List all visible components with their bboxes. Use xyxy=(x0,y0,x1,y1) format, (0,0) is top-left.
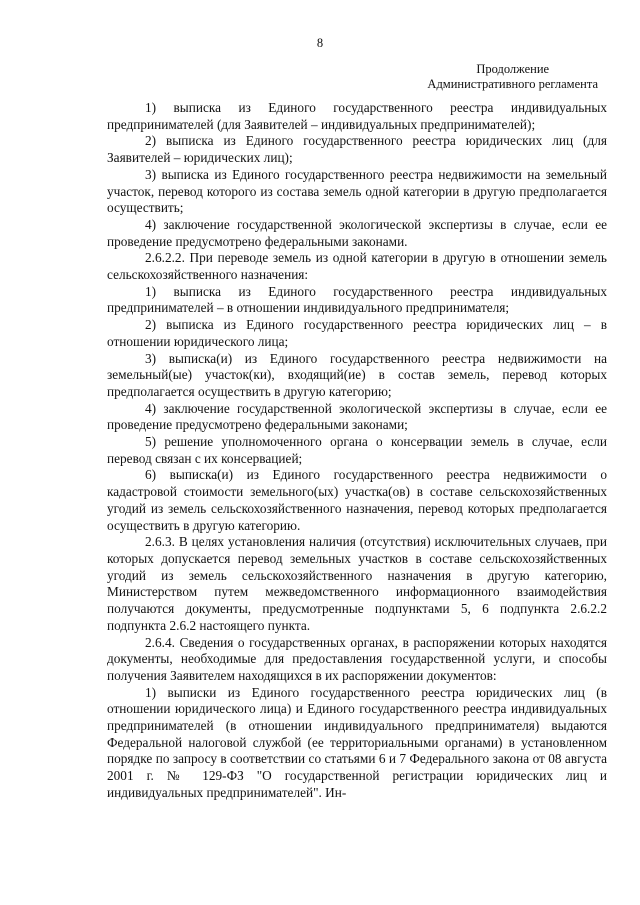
list-item-conservation-decision: 5) решение уполномоченного органа о консервации земель в случае, если перевод связан с их консервацией; xyxy=(107,434,607,466)
clause-2-6-3: 2.6.3. В целях установления наличия (отсутствия) исключительных случаев, при которых допускается перевод земельных участков в составе сельскохозяйственных угодий из земель сельскохозяйственного назначения в другую категорию, Министерством путем межведомственного информационного взаимодействия получаются документы, предусмотренные подпунктами 5, 6 подпункта 2.6.2.2 подпункта 2.6.2 настоящего пункта. xyxy=(107,534,607,633)
running-head xyxy=(427,62,598,92)
list-item-legal-entity-extract: 2) выписка из Единого государственного реестра юридических лиц (для Заявителей – юридических лиц); xyxy=(107,133,607,166)
running-head-line-1: Продолжение xyxy=(476,62,550,76)
document-body xyxy=(107,100,607,802)
clause-2-6-2-2: 2.6.2.2. При переводе земель из одной категории в другую в отношении земель сельскохозяйственного назначения: xyxy=(107,250,607,283)
clause-2-6-4: 2.6.4. Сведения о государственных органах, в распоряжении которых находятся документы, необходимые для предоставления государственной услуги, и способы получения Заявителем находящихся в их распоряжении документов: xyxy=(107,634,607,683)
list-item-ecological-expertise: 4) заключение государственной экологической экспертизы в случае, если ее проведение предусмотрено федеральными законами. xyxy=(107,216,607,249)
list-item-registry-extracts-source: 1) выписки из Единого государственного реестра юридических лиц (в отношении юридического лица) и Единого государственного реестра индивидуальных предпринимателей (в отношении индивидуального предпринимателя) выдаются Федеральной налоговой службой (ее территориальными органами) в установленном порядке по запросу в соответствии со статьями 6 и 7 Федерального закона от 08 августа 2001 г. № 129-ФЗ "О государственной регистрации юридических лиц и индивидуальных предпринимателей". Ин- xyxy=(107,684,607,800)
running-head-line-2: Административного регламента xyxy=(427,77,598,91)
page-number: 8 xyxy=(316,36,324,50)
list-item-legal-entity-extract: 2) выписка из Единого государственного реестра юридических лиц – в отношении юридического лица; xyxy=(107,317,607,349)
list-item-ecological-expertise: 4) заключение государственной экологической экспертизы в случае, если ее проведение предусмотрено федеральными законами; xyxy=(107,400,607,433)
list-item-sole-proprietor-extract: 1) выписка из Единого государственного реестра индивидуальных предпринимателей – в отношении индивидуального предпринимателя; xyxy=(107,283,607,316)
list-item-cadastral-value-extract: 6) выписка(и) из Единого государственного реестра недвижимости о кадастровой стоимости земельного(ых) участка(ов) в составе сельскохозяйственных угодий из земель сельскохозяйственного назначения, перевод которых предполагается осуществить в другую категорию. xyxy=(107,467,607,533)
list-item-real-estate-extract: 3) выписка(и) из Единого государственного реестра недвижимости на земельный(ые) участок(ки), входящий(ие) в состав земель, перевод которых предполагается осуществить в другую категорию; xyxy=(107,350,607,399)
list-item-real-estate-extract: 3) выписка из Единого государственного реестра недвижимости на земельный участок, перевод которого из состава земель одной категории в другую предполагается осуществить; xyxy=(107,166,607,216)
list-item-sole-proprietor-extract: 1) выписка из Единого государственного реестра индивидуальных предпринимателей (для Заявителей – индивидуальных предпринимателей); xyxy=(107,100,607,132)
